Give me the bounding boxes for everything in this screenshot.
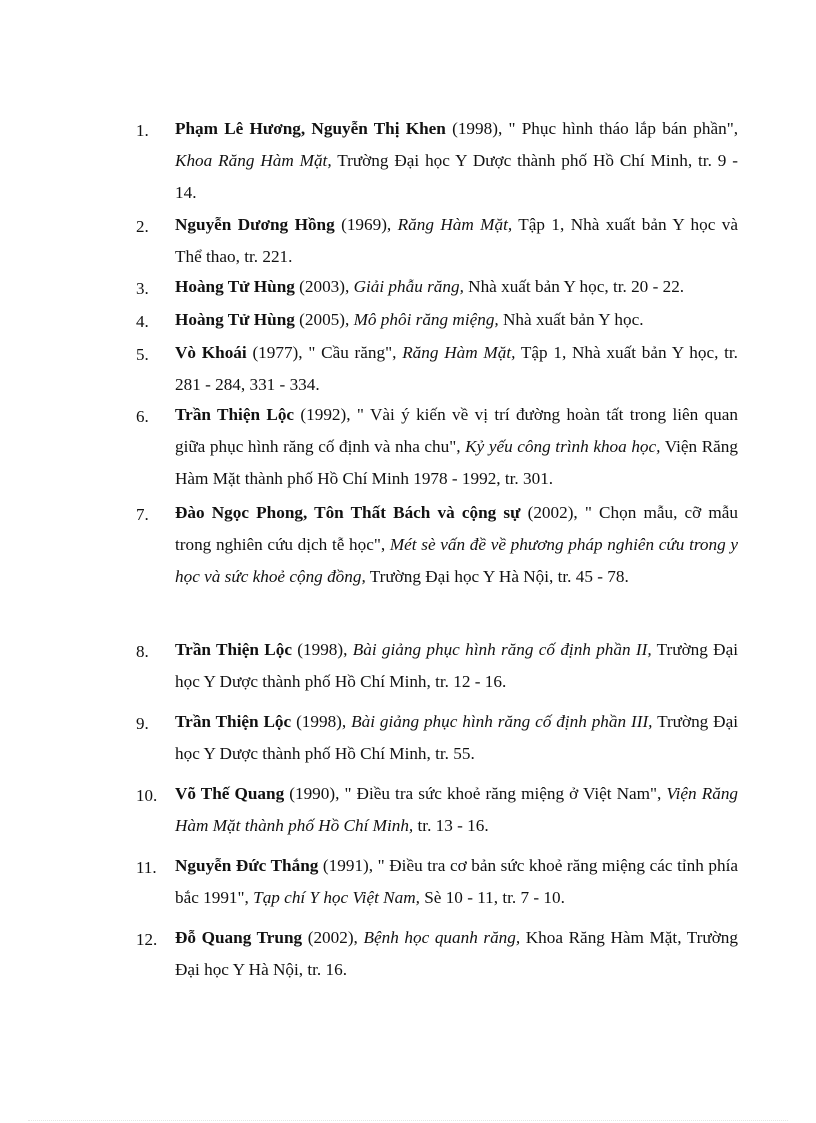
reference-detail: " Phục hình tháo lắp bán phần", xyxy=(508,119,739,138)
reference-title: Mét sè vấn đề về phương pháp nghiên cứu trong y học và sức khoẻ cộng đồng, xyxy=(175,535,738,586)
reference-detail: Viện Răng Hàm Mặt thành phố Hồ Chí Minh 1978 - 1992, tr. 301. xyxy=(175,437,738,488)
reference-detail: Trường Đại học Y Dược thành phố Hồ Chí Minh, tr. 9 - 14. xyxy=(175,151,738,202)
reference-text xyxy=(175,337,738,401)
reference-number: 2. xyxy=(136,217,149,236)
reference-author: Vò Khoái xyxy=(175,343,247,362)
reference-detail: (1969), xyxy=(334,215,398,234)
reference-detail: Sè 10 - 11, tr. 7 - 10. xyxy=(419,888,565,907)
reference-author: Nguyễn Dương Hồng xyxy=(175,215,335,234)
reference-text xyxy=(175,706,738,770)
reference-title: Giải phẫu răng, xyxy=(353,277,464,296)
reference-detail: Tập 1, Nhà xuất bản Y học và Thể thao, tr. 221. xyxy=(175,215,738,266)
reference-number: 11. xyxy=(136,858,157,877)
reference-number: 4. xyxy=(136,312,149,331)
reference-number: 10. xyxy=(136,786,158,805)
reference-title: Bài giảng phục hình răng cố định phần II, xyxy=(352,640,652,659)
reference-text xyxy=(175,209,738,273)
reference-detail: (1998), xyxy=(291,712,352,731)
reference-title: Viện Răng Hàm Mặt thành phố Hồ Chí Minh, xyxy=(175,784,739,835)
reference-title: Khoa Răng Hàm Mặt, xyxy=(175,151,332,170)
reference-number: 6. xyxy=(136,407,149,426)
reference-author: Hoàng Tử Hùng xyxy=(175,310,295,329)
reference-author: Trần Thiện Lộc xyxy=(175,640,292,659)
page-bottom-divider xyxy=(28,1120,788,1121)
reference-detail: Trường Đại học Y Hà Nội, tr. 45 - 78. xyxy=(365,567,629,586)
reference-text xyxy=(175,634,738,698)
reference-detail: (2003), xyxy=(294,277,354,296)
reference-number: 1. xyxy=(136,121,149,140)
reference-author: Đào Ngọc Phong, Tôn Thất Bách và cộng sự xyxy=(175,503,521,522)
reference-detail: (1992), " Vài ý kiến về vị trí đường hoàn tất trong liên quan giữa phục hình răng cố định và nha chu", xyxy=(175,405,738,456)
reference-title: Kỷ yếu công trình khoa học, xyxy=(465,437,661,456)
reference-detail: Nhà xuất bản Y học. xyxy=(498,310,644,329)
reference-text xyxy=(175,778,738,842)
reference-text xyxy=(175,113,738,209)
reference-title: Mô phôi răng miệng, xyxy=(353,310,499,329)
reference-detail: (1998), xyxy=(291,640,353,659)
reference-number: 8. xyxy=(136,642,149,661)
reference-title: Tạp chí Y học Việt Nam, xyxy=(253,888,420,907)
reference-detail: (2002), xyxy=(302,928,364,947)
reference-title: Bệnh học quanh răng, xyxy=(363,928,521,947)
reference-text xyxy=(175,497,738,593)
reference-author: Nguyễn Đức Thắng xyxy=(175,856,319,875)
reference-detail: Trường Đại học Y Dược thành phố Hồ Chí Minh, tr. 12 - 16. xyxy=(175,640,738,691)
reference-title: Răng Hàm Mặt, xyxy=(402,343,516,362)
reference-author: Trần Thiện Lộc xyxy=(175,405,295,424)
reference-detail: (2002), " Chọn mẫu, cỡ mẫu trong nghiên cứu dịch tễ học", xyxy=(175,503,739,554)
reference-detail: Trường Đại học Y Dược thành phố Hồ Chí Minh, tr. 55. xyxy=(175,712,739,763)
reference-author: Phạm Lê Hương, Nguyễn Thị Khen xyxy=(175,119,446,138)
reference-number: 7. xyxy=(136,505,149,524)
reference-number: 9. xyxy=(136,714,149,733)
reference-number: 5. xyxy=(136,345,149,364)
reference-detail: tr. 13 - 16. xyxy=(413,816,489,835)
reference-title: Bài giảng phục hình răng cố định phần III, xyxy=(351,712,653,731)
reference-text xyxy=(175,850,738,914)
reference-detail: (1998), xyxy=(445,119,509,138)
reference-author: Hoàng Tử Hùng xyxy=(175,277,295,296)
reference-author: Trần Thiện Lộc xyxy=(175,712,292,731)
reference-number: 3. xyxy=(136,279,149,298)
reference-detail: Nhà xuất bản Y học, tr. 20 - 22. xyxy=(463,277,685,296)
reference-text xyxy=(175,922,738,986)
reference-detail: (1977), " Cầu răng", xyxy=(246,343,403,362)
reference-text xyxy=(175,304,738,336)
reference-author: Võ Thế Quang xyxy=(175,784,285,803)
reference-detail: Khoa Răng Hàm Mặt, Trường Đại học Y Hà Nội, tr. 16. xyxy=(175,928,738,979)
reference-detail: (2005), xyxy=(294,310,354,329)
reference-author: Đỗ Quang Trung xyxy=(175,928,303,947)
reference-detail: Tập 1, Nhà xuất bản Y học, tr. 281 - 284, 331 - 334. xyxy=(175,343,738,394)
reference-text xyxy=(175,399,738,495)
reference-detail: (1990), " Điều tra sức khoẻ răng miệng ở Việt Nam", xyxy=(284,784,667,803)
reference-detail: (1991), " Điều tra cơ bản sức khoẻ răng miệng các tỉnh phía bắc 1991", xyxy=(175,856,738,907)
reference-text xyxy=(175,271,738,303)
reference-number: 12. xyxy=(136,930,158,949)
reference-title: Răng Hàm Mặt, xyxy=(397,215,513,234)
